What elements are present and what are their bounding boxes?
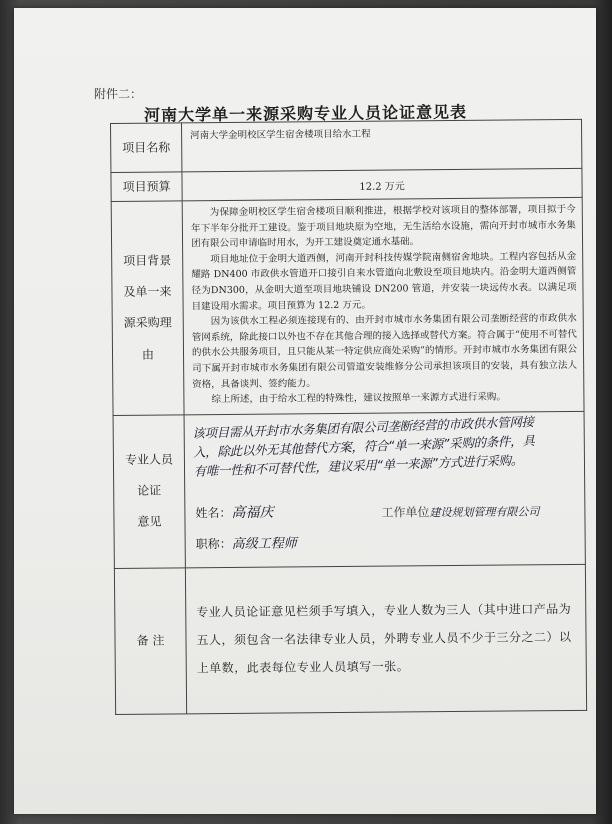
attachment-label: 附件二： [94,87,143,101]
title-label: 职称： [195,536,232,551]
row-project-name [111,119,582,172]
opinion-cell [184,411,585,567]
row-project-budget [111,168,582,201]
row-background [111,197,584,415]
opinion-label-line: 专业人员 [124,452,173,467]
title-value: 高级工程师 [231,536,297,552]
name-label: 姓名： [195,505,232,520]
opinion-label-line: 论证 [137,483,162,498]
evaluation-form-table [110,119,587,715]
project-budget-label: 项目预算 [111,172,182,202]
form-title: 河南大学单一来源采购专业人员论证意见表 [143,102,468,125]
work-unit-label: 工作单位 [381,504,430,520]
remarks-label: 备 注 [114,568,186,715]
background-text [182,197,584,414]
background-paragraph: 项目地址位于金明大道西侧，河南开封科技传媒学院南侧宿舍地块。工程内容包括从金耀路 DN400 市政供水管道开口接引自来水管道向北敷设至项目地块内。沿金明大道西侧管径为DN300，从金明大道至项目地块铺设 DN200 管道，并安装一块远传水表。以满足项目建设用水需求。项目预算为 12.2 万元。 [191,250,577,312]
document-page [14,8,596,814]
project-budget-value: 12.2 万元 [182,168,582,200]
work-unit [381,502,539,520]
name-signature: 高福庆 [231,504,274,521]
remarks-text: 专业人员论证意见栏须手写填入，专业人数为三人（其中进口产品为五人，须包含一名法律专业人员，外聘专业人员不少于三分之二）以上单数，此表每位专业人员填写一张。 [185,564,586,713]
signature-name [195,501,273,522]
professional-title [196,532,297,552]
opinion-label [113,415,185,569]
background-paragraph: 因为该供水工程必须连接现有的、由开封市城市水务集团有限公司垄断经营的市政供水管网系统，除此接口以外也不存在其他合理的接入选择或替代方案。符合属于“使用不可替代的供水公共服务项目，且只能从某一特定供应商处采购”的情形。开封市城市水务集团有限公司下属开封市城市水务集团有限公司管道安装维修分公司承担该项目的安装，具有独立法人资格，具备谈判、签约能力。 [191,313,578,390]
project-name-label: 项目名称 [111,123,182,173]
background-label-line: 由 [141,347,155,362]
opinion-label-line: 意见 [137,514,162,530]
row-opinion [113,411,585,568]
background-paragraph: 综上所述，由于给水工程的特殊性，建议按照单一来源方式进行采购。 [211,391,506,406]
handwritten-opinion: 该项目需从开封市水务集团有限公司垄断经营的市政供水管网接入，除此以外无其他替代方案，符合“单一来源”采购的条件，具有唯一性和不可替代性，建议采用“单一来源”方式进行采购。 [192,413,535,479]
work-unit-value: 建设规划管理有限公司 [429,504,540,519]
background-label-line: 源采购理 [123,315,172,331]
project-name-value: 河南大学金明校区学生宿舍楼项目给水工程 [182,119,582,171]
row-remarks [114,564,586,714]
background-paragraph: 为保障金明校区学生宿舍楼项目顺利推进，根据学校对该项目的整体部署，项目拟于今年下半年分批开工建设。鉴于项目地块原为空地，无生活给水设施，需向开封市城市水务集团有限公司申请临时用水，为开工建设奠定通水基础。 [190,203,576,250]
background-label-line: 项目背景 [123,253,172,268]
background-label [111,201,184,415]
background-label-line: 及单一来 [123,284,172,300]
